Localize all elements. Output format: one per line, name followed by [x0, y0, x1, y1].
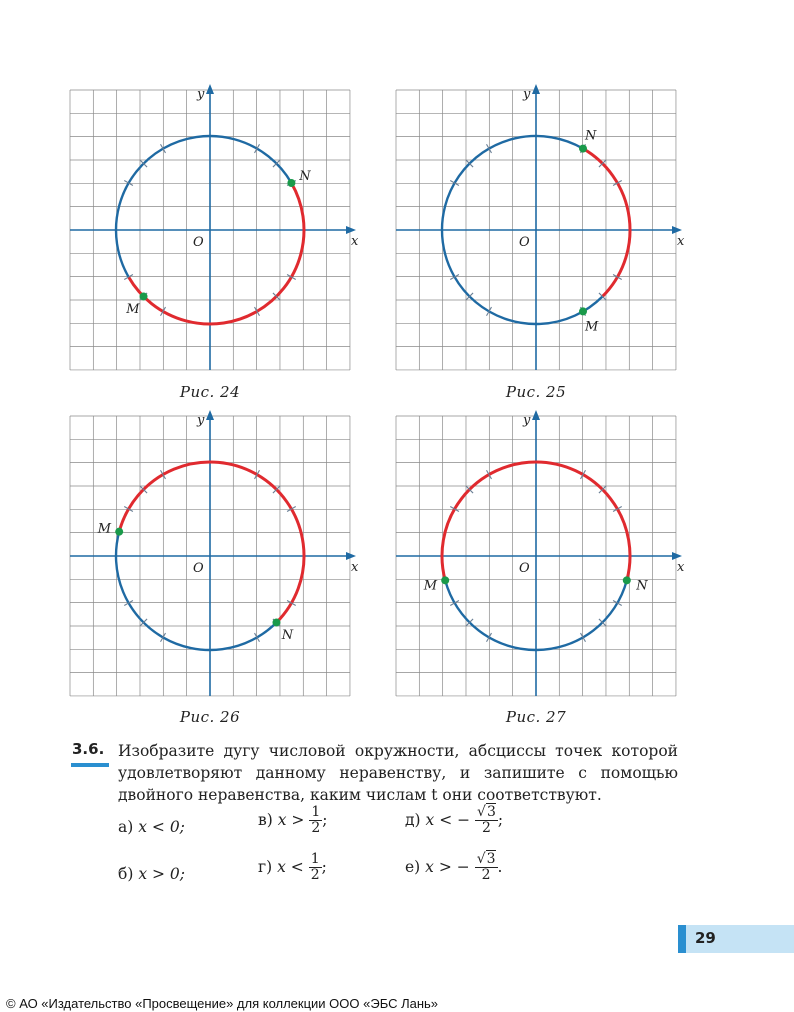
- figure-27-caption: Рис. 27: [505, 708, 567, 726]
- x-axis-arrow-icon: [672, 226, 682, 234]
- y-axis-arrow-icon: [532, 410, 540, 420]
- origin-label: O: [519, 235, 530, 250]
- y-axis-arrow-icon: [206, 84, 214, 94]
- point-label-n: N: [636, 578, 648, 594]
- point-label-m: M: [126, 301, 140, 317]
- option-e-num: √3: [476, 851, 496, 867]
- exercise-marker: [71, 763, 109, 767]
- x-axis-arrow-icon: [672, 552, 682, 560]
- red-arc: [583, 149, 630, 297]
- x-axis-label: x: [677, 560, 685, 575]
- option-g-den: 2: [310, 867, 320, 884]
- option-d: [405, 805, 503, 837]
- option-e-den: 2: [481, 867, 491, 884]
- point-m: [115, 528, 123, 536]
- option-e: [405, 852, 502, 884]
- option-a-expr: x < 0;: [138, 818, 185, 836]
- point-m: [579, 307, 587, 315]
- point-label-n: N: [585, 128, 597, 144]
- x-axis-arrow-icon: [346, 226, 356, 234]
- unit-circle-plot: [396, 413, 685, 696]
- page-number-marker: [678, 925, 686, 953]
- point-m: [441, 576, 449, 584]
- option-b: [118, 865, 185, 883]
- option-g-prefix: г): [258, 857, 273, 876]
- option-e-end: .: [497, 857, 503, 876]
- option-b-expr: x > 0;: [138, 865, 185, 883]
- x-axis-label: x: [351, 560, 359, 575]
- option-v-prefix: в): [258, 810, 273, 829]
- option-d-expr: x < −: [425, 810, 471, 829]
- origin-label: O: [193, 235, 204, 250]
- option-e-prefix: е): [405, 857, 421, 876]
- x-axis-label: x: [351, 234, 359, 249]
- unit-circle-plot: [396, 87, 685, 370]
- figure-24: [70, 87, 359, 370]
- point-n: [287, 179, 295, 187]
- figure-24-caption: Рис. 24: [179, 383, 241, 401]
- point-m: [140, 292, 148, 300]
- y-axis-label: y: [197, 87, 205, 102]
- unit-circle-plot: [70, 413, 359, 696]
- figure-25: [396, 87, 685, 370]
- point-label-n: N: [299, 169, 311, 184]
- y-axis-arrow-icon: [206, 410, 214, 420]
- figure-27: [396, 413, 685, 696]
- page-number: 29: [695, 929, 716, 947]
- point-n: [579, 145, 587, 153]
- exercise-number: 3.6.: [72, 740, 105, 758]
- option-d-prefix: д): [405, 810, 421, 829]
- option-d-fraction: [475, 805, 498, 837]
- x-axis-arrow-icon: [346, 552, 356, 560]
- option-v-num: 1: [311, 804, 321, 820]
- option-d-end: ;: [497, 810, 504, 829]
- option-g-fraction: [309, 852, 322, 884]
- option-v-fraction: [309, 805, 322, 837]
- option-d-den: 2: [482, 820, 491, 837]
- option-b-prefix: б): [118, 865, 134, 883]
- figure-26-caption: Рис. 26: [179, 708, 241, 726]
- y-axis-label: y: [523, 413, 531, 428]
- option-d-num: √3: [477, 804, 496, 820]
- option-v-expr: x >: [277, 810, 305, 829]
- option-g-end: ;: [321, 857, 327, 876]
- option-v-den: 2: [311, 820, 321, 837]
- option-v-end: ;: [322, 810, 328, 829]
- option-e-fraction: [475, 852, 498, 884]
- exercise-text: Изобразите дугу числовой окружности, абсциссы точек которой удовлетворяют данному неравенству, и запишите с помощью двойного неравенства, каким числам t они соответствуют.: [118, 742, 678, 804]
- origin-label: O: [519, 561, 530, 576]
- point-label-m: M: [423, 578, 438, 594]
- unit-circle-plot: [70, 87, 359, 370]
- y-axis-label: y: [197, 413, 205, 428]
- point-label-m: M: [585, 319, 599, 335]
- point-label-n: N: [281, 627, 294, 643]
- point-n: [272, 618, 280, 626]
- point-n: [623, 576, 631, 584]
- option-g: [258, 852, 327, 884]
- figure-26: [70, 413, 359, 696]
- option-v: [258, 805, 327, 837]
- y-axis-label: y: [523, 87, 531, 102]
- option-a: [118, 818, 185, 836]
- option-e-expr: x > −: [425, 857, 470, 876]
- option-g-num: 1: [310, 851, 320, 867]
- x-axis-label: x: [677, 234, 685, 249]
- copyright-notice: © АО «Издательство «Просвещение» для коллекции ООО «ЭБС Лань»: [6, 996, 439, 1011]
- option-a-prefix: а): [118, 818, 134, 836]
- option-g-expr: x <: [277, 857, 304, 876]
- y-axis-arrow-icon: [532, 84, 540, 94]
- point-label-m: M: [97, 521, 112, 537]
- origin-label: O: [193, 561, 204, 576]
- figure-25-caption: Рис. 25: [505, 383, 567, 401]
